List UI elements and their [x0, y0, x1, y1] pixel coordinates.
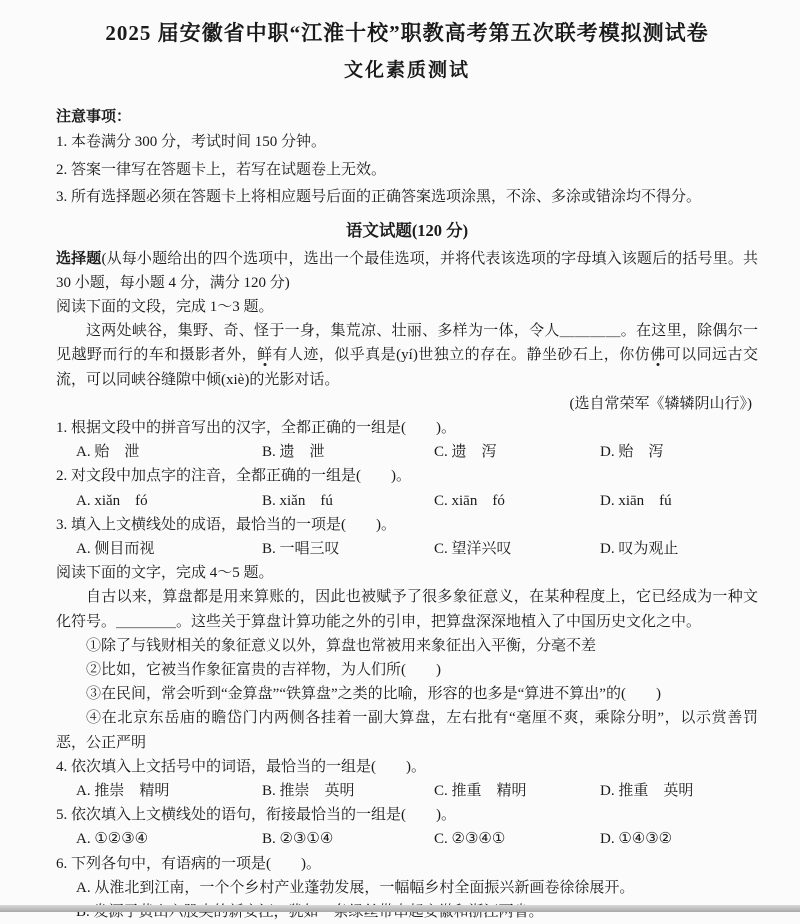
passage2-sentence-2: ②比如，它被当作象征富贵的吉祥物，为人们所( ): [86, 661, 441, 678]
option-b: B. xiǎn fú: [262, 492, 333, 509]
question-5-options: [56, 827, 758, 851]
passage2-sentence-3: ③在民间，常会听到“金算盘”“铁算盘”之类的比喻，形容的也多是“算进不算出”的( ): [86, 686, 661, 703]
passage2-sentence-1: ①除了与钱财相关的象征意义以外，算盘也常被用来象征出入平衡，分毫不差: [86, 637, 597, 654]
question-6: 6. 下列各句中，有语病的一项是( )。: [56, 855, 321, 872]
notice-item-2: 2. 答案一律写在答题卡上，若写在试题卷上无效。: [56, 161, 387, 178]
section-title: 语文试题(120 分): [345, 220, 469, 240]
option-d: D. 叹为观止: [600, 540, 679, 557]
passage-1: [56, 319, 758, 392]
notice-item-3: 3. 所有选择题必须在答题卡上将相应题号后面的正确答案选项涂黑，不涂、多涂或错涂均不得分。: [56, 189, 702, 205]
reading2-intro: 阅读下面的文字，完成 4～5 题。: [56, 565, 274, 582]
option-c: C. 遗 泻: [434, 444, 497, 461]
question-3-options: [56, 537, 758, 561]
notice-section: [56, 105, 758, 212]
scan-edge-artifact: [0, 905, 800, 912]
passage1-source-credit: (选自常荣军《辚辚阴山行》): [569, 395, 752, 412]
paper-title: 2025 届安徽省中职“江淮十校”职教高考第五次联考模拟测试卷: [105, 21, 709, 45]
fill-in-blank-line: ＿＿＿＿: [116, 613, 177, 630]
passage1-seg-d: 可以同远古交流，可以同峡谷缝隙中倾(xiè)的光影对话。: [56, 347, 758, 388]
option-b: B. 遗 泄: [262, 444, 325, 461]
reading1-intro: 阅读下面的文段，完成 1～3 题。: [56, 298, 274, 315]
option-c: C. 推重 精明: [434, 782, 527, 799]
question-1: 1. 根据文段中的拼音写出的汉字，全都正确的一组是( )。: [56, 419, 456, 436]
emphasis-dot-char-fo: 佛: [650, 347, 666, 364]
question-4-options: [56, 779, 758, 803]
question-6-option-a: A. 从淮北到江南，一个个乡村产业蓬勃发展，一幅幅乡村全面振兴新画卷徐徐展开。: [76, 879, 635, 896]
passage1-seg-a: 这两处峡谷，集野、奇、怪于一身，集荒凉、壮丽、多样为一体，令人: [86, 323, 560, 340]
question-5: 5. 依次填入上文横线处的语句，衔接最恰当的一组是( )。: [56, 807, 456, 824]
notice-item-1: 1. 本卷满分 300 分，考试时间 150 分钟。: [56, 134, 327, 150]
option-c: C. 望洋兴叹: [434, 540, 512, 557]
passage1-seg-c: 有人迹，似乎真是(yí)世独立的存在。静坐砂石上，你仿: [272, 347, 651, 364]
choice-instructions-body: (从每小题给出的四个选项中，选出一个最佳选项，并将代表该选项的字母填入该题后的括号里。共 30 小题，每小题 4 分，满分 120 分): [56, 250, 758, 291]
question-4: 4. 依次填入上文括号中的词语，最恰当的一组是( )。: [56, 758, 426, 775]
passage2-seg-a: 自古以来，算盘都是用来算账的，因此也被赋予了很多象征意义，在某种程度上，它已经成为一种文化符号。: [56, 589, 758, 630]
option-a: A. ①②③④: [76, 831, 149, 848]
choice-instructions: [56, 247, 758, 295]
option-a: A. 贻 泄: [76, 444, 140, 461]
option-d: D. 贻 泻: [600, 444, 664, 461]
option-c: C. ②③④①: [434, 831, 506, 848]
option-a: A. xiǎn fó: [76, 492, 148, 509]
option-b: B. 一唱三叹: [262, 540, 340, 557]
option-d: D. ①④③②: [600, 831, 673, 848]
emphasis-dot-char-xian: 鲜: [257, 347, 273, 364]
option-d: D. 推重 英明: [600, 782, 694, 799]
option-b: B. ②③①④: [262, 831, 334, 848]
notice-heading: 注意事项：: [56, 109, 132, 125]
option-a: A. 侧目而视: [76, 540, 155, 557]
paper-subtitle: 文化素质测试: [343, 60, 470, 81]
passage-2: [56, 585, 758, 633]
passage2-seg-b: 。这些关于算盘计算功能之外的引申，把算盘深深地植入了中国历史文化之中。: [176, 613, 702, 630]
option-c: C. xiān fó: [434, 492, 505, 509]
question-1-options: [56, 440, 758, 464]
option-a: A. 推崇 精明: [76, 782, 170, 799]
passage2-sentence-4: ④在北京东岳庙的瞻岱门内两侧各挂着一副大算盘，左右批有“毫厘不爽，乘除分明”，以示赏善罚恶，公正严明: [56, 710, 758, 751]
fill-in-blank-line: ＿＿＿＿: [559, 323, 621, 340]
option-d: D. xiān fú: [600, 492, 672, 509]
question-2-options: [56, 489, 758, 513]
question-2: 2. 对文段中加点字的注音，全都正确的一组是( )。: [56, 468, 411, 485]
passage1-seg-b: 。在这里，除偶尔一见越野而行的车和摄影者外，: [56, 323, 758, 364]
option-b: B. 推崇 英明: [262, 782, 355, 799]
choice-instructions-lead: 选择题: [56, 250, 102, 267]
question-3: 3. 填入上文横线处的成语，最恰当的一项是( )。: [56, 516, 396, 533]
